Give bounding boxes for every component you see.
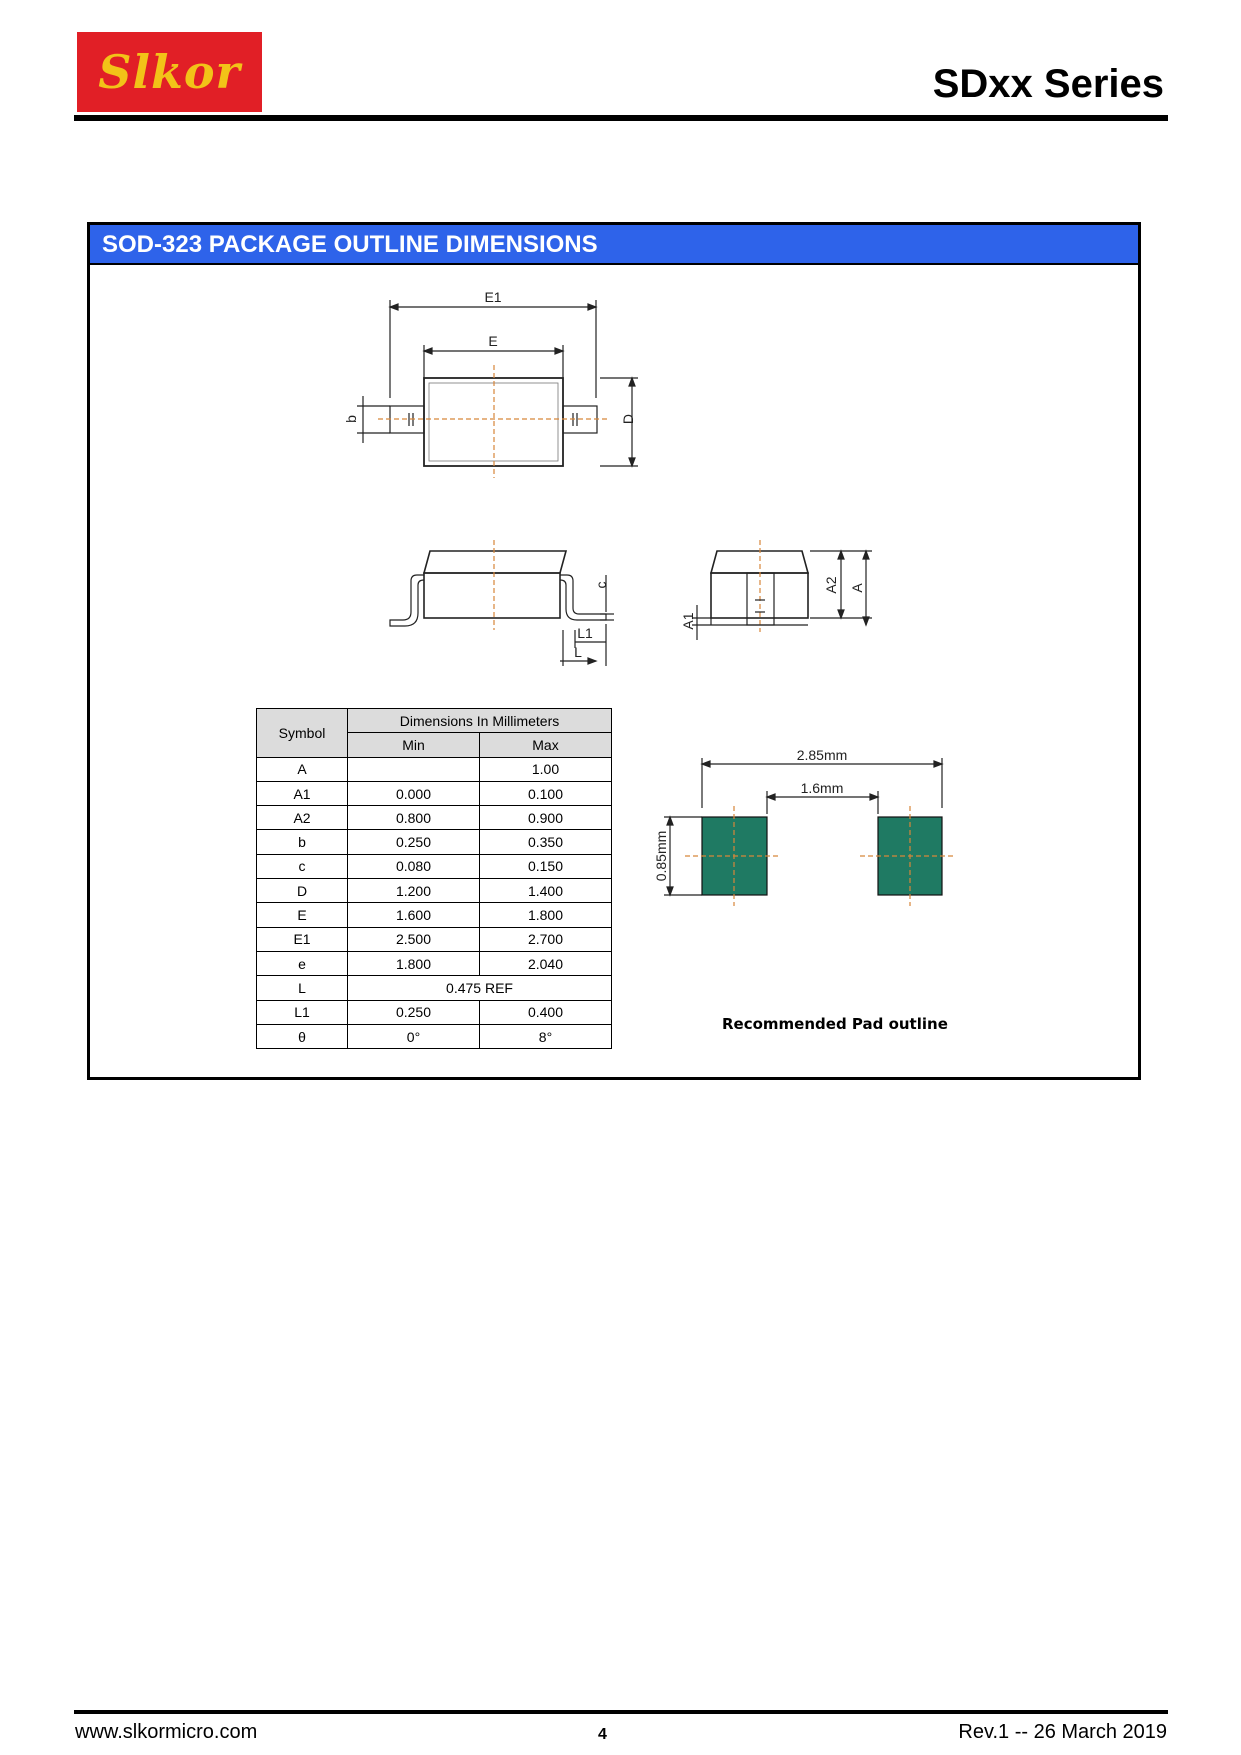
top-view (357, 300, 638, 478)
min-cell: 1.800 (348, 951, 480, 975)
group-header: Dimensions In Millimeters (348, 709, 612, 733)
label-E: E (488, 333, 498, 349)
symbol-cell: L (257, 976, 348, 1000)
min-cell: 1.200 (348, 879, 480, 903)
max-cell: 0.400 (480, 1000, 612, 1024)
min-cell: 1.600 (348, 903, 480, 927)
symbol-cell: θ (257, 1024, 348, 1048)
table-row (257, 976, 612, 1000)
min-cell: 0.250 (348, 830, 480, 854)
label-b: b (343, 415, 359, 423)
max-cell: 0.350 (480, 830, 612, 854)
table-row (257, 879, 612, 903)
max-cell: 1.00 (480, 757, 612, 781)
max-cell: 2.700 (480, 927, 612, 951)
table-row (257, 951, 612, 975)
label-E1: E1 (484, 289, 502, 305)
symbol-cell: e (257, 951, 348, 975)
max-cell: 1.400 (480, 879, 612, 903)
label-A2: A2 (823, 576, 839, 594)
min-cell: 0.250 (348, 1000, 480, 1024)
label-A1: A1 (680, 612, 696, 630)
merged-cell: 0.475 REF (348, 976, 612, 1000)
end-view (692, 540, 872, 640)
pad-gap-label: 1.6mm (800, 780, 844, 796)
label-L: L (574, 644, 582, 660)
min-header: Min (348, 733, 480, 757)
footer-page-number: 4 (598, 1726, 607, 1743)
symbol-cell: D (257, 879, 348, 903)
symbol-cell: E (257, 903, 348, 927)
dimensions-table (256, 708, 612, 1049)
footer-revision: Rev.1 -- 26 March 2019 (958, 1721, 1167, 1743)
label-c: c (593, 581, 609, 589)
table-row (257, 1024, 612, 1048)
label-D: D (620, 413, 636, 425)
footer-rule (74, 1710, 1168, 1714)
table-row (257, 757, 612, 781)
min-cell: 0.000 (348, 781, 480, 805)
max-cell: 0.900 (480, 806, 612, 830)
max-cell: 1.800 (480, 903, 612, 927)
table-row (257, 806, 612, 830)
document-title: SDxx Series (932, 62, 1164, 106)
max-cell: 0.150 (480, 854, 612, 878)
symbol-cell: b (257, 830, 348, 854)
logo-text: Slkor (98, 45, 241, 99)
max-header: Max (480, 733, 612, 757)
table-row (257, 903, 612, 927)
symbol-cell: c (257, 854, 348, 878)
pad-overall-label: 2.85mm (796, 747, 848, 763)
symbol-cell: L1 (257, 1000, 348, 1024)
max-cell: 0.100 (480, 781, 612, 805)
label-A: A (849, 583, 865, 593)
symbol-cell: A (257, 757, 348, 781)
table-row (257, 830, 612, 854)
max-cell: 8° (480, 1024, 612, 1048)
label-L1: L1 (577, 625, 593, 641)
min-cell: 2.500 (348, 927, 480, 951)
min-cell (348, 757, 480, 781)
table-row (257, 781, 612, 805)
pad-caption: Recommended Pad outline (722, 1015, 948, 1033)
min-cell: 0.080 (348, 854, 480, 878)
symbol-cell: A2 (257, 806, 348, 830)
table-row (257, 927, 612, 951)
table-row (257, 854, 612, 878)
max-cell: 2.040 (480, 951, 612, 975)
pad-height-label: 0.85mm (653, 830, 669, 882)
symbol-header: Symbol (257, 709, 348, 758)
symbol-cell: E1 (257, 927, 348, 951)
panel-title: SOD-323 PACKAGE OUTLINE DIMENSIONS (102, 231, 598, 258)
table-row (257, 1000, 612, 1024)
min-cell: 0° (348, 1024, 480, 1048)
footer-website: www.slkormicro.com (75, 1721, 258, 1743)
symbol-cell: A1 (257, 781, 348, 805)
min-cell: 0.800 (348, 806, 480, 830)
